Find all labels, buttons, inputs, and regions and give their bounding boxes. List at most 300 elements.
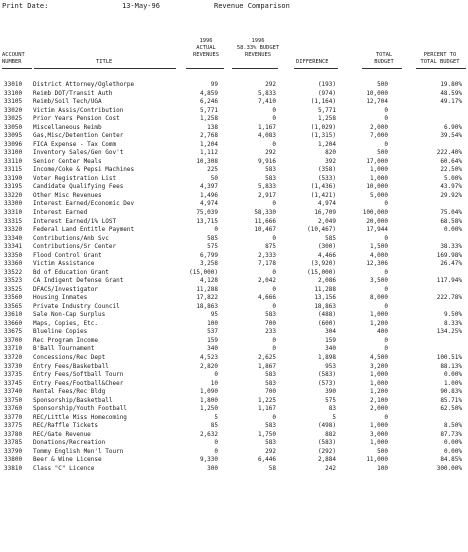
actual-revenue: 0 — [214, 447, 218, 455]
header-actual — [186, 38, 226, 59]
table-row — [0, 226, 468, 235]
percent-to-budget: 29.92% — [440, 191, 462, 199]
budget-revenue: 292 — [265, 447, 276, 455]
header-percent-line1: PERCENT TO — [423, 52, 457, 58]
actual-revenue: 0 — [214, 371, 218, 379]
difference: (974) — [317, 89, 336, 97]
table-row — [0, 81, 468, 90]
actual-revenue: 159 — [207, 336, 218, 344]
actual-revenue: 5 — [214, 413, 218, 421]
budget-revenue: 0 — [272, 345, 276, 353]
account-number: 33525 — [4, 285, 23, 293]
difference: 18,863 — [314, 302, 336, 310]
budget-revenue: 2,333 — [257, 251, 276, 259]
account-title: Gas,Misc/Detention Center — [33, 132, 124, 140]
table-row — [0, 363, 468, 372]
total-budget: 11,000 — [366, 456, 388, 464]
account-number: 33785 — [4, 439, 23, 447]
budget-revenue: 1,167 — [257, 123, 276, 131]
budget-revenue: 583 — [265, 166, 276, 174]
difference: (583) — [317, 439, 336, 447]
total-budget: 12,704 — [366, 98, 388, 106]
total-budget: 4,000 — [369, 251, 388, 259]
account-number: 33730 — [4, 362, 23, 370]
account-title: Entry Fees/Basketball — [33, 362, 109, 370]
table-row — [0, 243, 468, 252]
table-row — [0, 218, 468, 227]
table-row — [0, 388, 468, 397]
table-row — [0, 303, 468, 312]
account-title: Housing Inmates — [33, 294, 88, 302]
account-number: 33350 — [4, 251, 23, 259]
header-difference-underline — [294, 68, 338, 69]
table-row — [0, 141, 468, 150]
budget-revenue: 583 — [265, 422, 276, 430]
total-budget: 0 — [384, 268, 388, 276]
total-budget: 1,000 — [369, 439, 388, 447]
table-row — [0, 260, 468, 269]
difference: (193) — [317, 81, 336, 88]
total-budget: 0 — [384, 336, 388, 344]
percent-to-budget: 0.00% — [443, 226, 462, 234]
table-row — [0, 115, 468, 124]
budget-revenue: 233 — [265, 328, 276, 336]
difference: (10,467) — [307, 226, 336, 234]
actual-revenue: 537 — [207, 328, 218, 336]
budget-revenue: 1,225 — [257, 396, 276, 404]
actual-revenue: 6,246 — [199, 98, 218, 106]
actual-revenue: 0 — [214, 439, 218, 447]
budget-revenue: 0 — [272, 115, 276, 123]
account-title: Bd of Education Grant — [33, 268, 109, 276]
table-row — [0, 354, 468, 363]
actual-revenue: 340 — [207, 345, 218, 353]
account-title: REC/Little Miss Homecoming — [33, 413, 127, 421]
total-budget: 1,200 — [369, 388, 388, 396]
table-row — [0, 90, 468, 99]
percent-to-budget: 117.94% — [436, 277, 462, 285]
account-number: 33660 — [4, 319, 23, 327]
percent-to-budget: 222.78% — [436, 294, 462, 302]
difference: 585 — [325, 234, 336, 242]
table-row — [0, 422, 468, 431]
account-title: Private Industry Council — [33, 302, 120, 310]
account-number: 33315 — [4, 217, 23, 225]
difference: 5 — [332, 413, 336, 421]
account-title: Class "C" Licence — [33, 464, 95, 472]
budget-revenue: 5,833 — [257, 89, 276, 97]
header-account-line2: NUMBER — [2, 59, 22, 65]
total-budget: 1,000 — [369, 311, 388, 319]
table-row — [0, 286, 468, 295]
actual-revenue: 4,974 — [199, 200, 218, 208]
percent-to-budget: 100.51% — [436, 354, 462, 361]
actual-revenue: 6,799 — [199, 251, 218, 259]
header-actual-line1: 1996 — [199, 38, 213, 44]
account-number: 33110 — [4, 157, 23, 165]
difference: 304 — [325, 328, 336, 336]
table-row — [0, 414, 468, 423]
actual-revenue: 10 — [210, 379, 218, 387]
difference: 13,156 — [314, 294, 336, 302]
difference: 390 — [325, 388, 336, 396]
header-budget-underline — [232, 68, 278, 69]
total-budget: 20,000 — [366, 217, 388, 225]
account-number: 33700 — [4, 336, 23, 344]
account-number: 33020 — [4, 106, 23, 114]
difference: 2,086 — [317, 277, 336, 285]
budget-revenue: 2,625 — [257, 354, 276, 361]
table-row — [0, 277, 468, 286]
account-number: 33025 — [4, 115, 23, 123]
header-budget-line3: REVENUES — [245, 52, 271, 58]
table-row — [0, 328, 468, 337]
difference: 16,709 — [314, 208, 336, 216]
table-row — [0, 380, 468, 389]
percent-to-budget: 19.80% — [440, 81, 462, 88]
account-number: 33341 — [4, 243, 23, 251]
account-title: Interest Earned — [33, 208, 88, 216]
difference: (15,000) — [307, 268, 336, 276]
difference: (358) — [317, 166, 336, 174]
percent-to-budget: 49.17% — [440, 98, 462, 106]
header-percent-underline — [416, 68, 466, 69]
budget-revenue: 0 — [272, 234, 276, 242]
total-budget: 1,000 — [369, 371, 388, 379]
account-number: 33220 — [4, 191, 23, 199]
account-number: 33100 — [4, 89, 23, 97]
percent-to-budget: 0.00% — [443, 371, 462, 379]
actual-revenue: 0 — [214, 226, 218, 234]
header-account-line1: ACCOUNT — [2, 52, 25, 58]
actual-revenue: 225 — [207, 166, 218, 174]
actual-revenue: 95 — [210, 311, 218, 319]
account-title: Other Misc Revenues — [33, 191, 102, 199]
account-number: 33195 — [4, 183, 23, 191]
header-actual-line2: ACTUAL — [196, 45, 216, 51]
percent-to-budget: 84.85% — [440, 456, 462, 464]
percent-to-budget: 6.90% — [443, 123, 462, 131]
actual-revenue: 85 — [210, 422, 218, 430]
difference: (3,920) — [310, 260, 336, 268]
budget-revenue: 0 — [272, 302, 276, 310]
account-title: Entry Fees/Softball Tourn — [33, 371, 124, 379]
account-number: 33095 — [4, 132, 23, 140]
account-title: Entry Fees/Football&Cheer — [33, 379, 124, 387]
percent-to-budget: 8.50% — [443, 422, 462, 430]
total-budget: 1,000 — [369, 379, 388, 387]
percent-to-budget: 300.00% — [436, 464, 462, 472]
header-percent — [416, 52, 464, 66]
table-row — [0, 183, 468, 192]
budget-revenue: 700 — [265, 319, 276, 327]
account-number: 33745 — [4, 379, 23, 387]
budget-revenue: 2,917 — [257, 191, 276, 199]
header-total-line1: TOTAL — [375, 52, 393, 58]
account-number: 33790 — [4, 447, 23, 455]
budget-revenue: 6,446 — [257, 456, 276, 464]
account-number: 33750 — [4, 396, 23, 404]
total-budget: 4,500 — [369, 354, 388, 361]
budget-revenue: 0 — [272, 413, 276, 421]
account-title: Income/Coke & Pepsi Machines — [33, 166, 135, 174]
percent-to-budget: 222.40% — [436, 149, 462, 157]
actual-revenue: 50 — [210, 174, 218, 182]
header-title: TITLE — [96, 59, 113, 65]
budget-revenue: 0 — [272, 285, 276, 293]
percent-to-budget: 87.73% — [440, 430, 462, 438]
table-row — [0, 311, 468, 320]
actual-revenue: 138 — [207, 123, 218, 131]
account-title: Flood Control Grant — [33, 251, 102, 259]
actual-revenue: 17,822 — [196, 294, 218, 302]
table-row — [0, 158, 468, 167]
percent-to-budget: 85.71% — [440, 396, 462, 404]
account-number: 33522 — [4, 268, 23, 276]
account-title: Interest Earned/1% LOST — [33, 217, 117, 225]
difference: (1,164) — [310, 98, 336, 106]
header-account-underline — [2, 68, 32, 69]
difference: 392 — [325, 157, 336, 165]
account-title: B'Ball Tournament — [33, 345, 95, 353]
percent-to-budget: 22.50% — [440, 166, 462, 174]
difference: (1,315) — [310, 132, 336, 140]
difference: 575 — [325, 396, 336, 404]
total-budget: 0 — [384, 115, 388, 123]
account-number: 33710 — [4, 345, 23, 353]
actual-revenue: 1,496 — [199, 191, 218, 199]
account-title: Rec Program Income — [33, 336, 99, 344]
total-budget: 7,000 — [369, 132, 388, 140]
actual-revenue: 1,090 — [199, 388, 218, 396]
total-budget: 3,200 — [369, 362, 388, 370]
header-budget-line2: 58.33% BUDGET — [236, 45, 280, 51]
account-number: 33050 — [4, 123, 23, 131]
actual-revenue: 1,250 — [199, 405, 218, 413]
total-budget: 500 — [377, 81, 388, 88]
account-number: 33190 — [4, 174, 23, 182]
actual-revenue: 4,523 — [199, 354, 218, 361]
budget-revenue: 0 — [272, 200, 276, 208]
account-title: CA Indigent Defense Grant — [33, 277, 124, 285]
difference: 2,049 — [317, 217, 336, 225]
total-budget: 0 — [384, 302, 388, 310]
print-date: 13-May-96 — [122, 2, 160, 10]
difference: 5,771 — [317, 106, 336, 114]
account-number: 33300 — [4, 200, 23, 208]
total-budget: 100 — [377, 464, 388, 472]
total-budget: 0 — [384, 140, 388, 148]
total-budget: 3,500 — [369, 277, 388, 285]
account-title: Reimb/Soil Tech/UGA — [33, 98, 102, 106]
account-number: 33320 — [4, 226, 23, 234]
table-row — [0, 192, 468, 201]
report-title: Revenue Comparison — [214, 2, 290, 10]
account-title: Victim Assis/Contribution — [33, 106, 124, 114]
header-budget-line1: 1996 — [251, 38, 265, 44]
account-title: District Attorney/Oglethorpe — [33, 81, 135, 88]
actual-revenue: (15,000) — [189, 268, 218, 276]
budget-revenue: 1,750 — [257, 430, 276, 438]
budget-revenue: 875 — [265, 243, 276, 251]
header-difference: DIFFERENCE — [296, 59, 329, 65]
total-budget: 2,100 — [369, 396, 388, 404]
table-row — [0, 235, 468, 244]
header-total-underline — [362, 68, 402, 69]
header-percent-line2: TOTAL BUDGET — [420, 59, 460, 65]
percent-to-budget: 26.47% — [440, 260, 462, 268]
budget-revenue: 0 — [272, 336, 276, 344]
actual-revenue: 18,863 — [196, 302, 218, 310]
percent-to-budget: 5.00% — [443, 174, 462, 182]
account-number: 33800 — [4, 456, 23, 464]
account-title: REC/Gate Revenue — [33, 430, 91, 438]
table-row — [0, 397, 468, 406]
total-budget: 10,000 — [366, 183, 388, 191]
account-number: 33340 — [4, 234, 23, 242]
budget-revenue: 4,083 — [257, 132, 276, 140]
budget-revenue: 10,467 — [254, 226, 276, 234]
table-row — [0, 149, 468, 158]
difference: (583) — [317, 371, 336, 379]
budget-revenue: 1,867 — [257, 362, 276, 370]
percent-to-budget: 134.25% — [436, 328, 462, 336]
account-title: Concessions/Rec Dept — [33, 354, 106, 361]
difference: 1,204 — [317, 140, 336, 148]
difference: 83 — [328, 405, 336, 413]
table-row — [0, 439, 468, 448]
account-title: DFACS/Investigator — [33, 285, 99, 293]
budget-revenue: 583 — [265, 311, 276, 319]
budget-revenue: 9,916 — [257, 157, 276, 165]
account-title: Sale Non-Cap Surplus — [33, 311, 106, 319]
total-budget: 5,000 — [369, 191, 388, 199]
total-budget: 1,000 — [369, 422, 388, 430]
account-number: 33735 — [4, 371, 23, 379]
difference: 340 — [325, 345, 336, 353]
percent-to-budget: 1.00% — [443, 379, 462, 387]
percent-to-budget: 60.64% — [440, 157, 462, 165]
total-budget: 12,306 — [366, 260, 388, 268]
total-budget: 1,000 — [369, 174, 388, 182]
total-budget: 0 — [384, 234, 388, 242]
difference: 4,466 — [317, 251, 336, 259]
total-budget: 500 — [377, 447, 388, 455]
table-row — [0, 337, 468, 346]
table-row — [0, 405, 468, 414]
actual-revenue: 1,258 — [199, 115, 218, 123]
actual-revenue: 99 — [210, 81, 218, 88]
account-number: 33770 — [4, 413, 23, 421]
account-title: Interest Earned/Economic Dev — [33, 200, 135, 208]
total-budget: 2,000 — [369, 123, 388, 131]
percent-to-budget: 88.13% — [440, 362, 462, 370]
total-budget: 17,944 — [366, 226, 388, 234]
difference: 11,288 — [314, 285, 336, 293]
difference: (498) — [317, 422, 336, 430]
account-number: 33523 — [4, 277, 23, 285]
header-actual-line3: REVENUES — [193, 52, 219, 58]
actual-revenue: 2,632 — [199, 430, 218, 438]
table-row — [0, 465, 468, 474]
actual-revenue: 2,768 — [199, 132, 218, 140]
account-title: Beer & Wine License — [33, 456, 102, 464]
account-title: REC/Raffle Tickets — [33, 422, 99, 430]
account-title: Reimb DOT/Transit Auth — [33, 89, 113, 97]
account-title: Prior Years Pension Cost — [33, 115, 120, 123]
percent-to-budget: 0.00% — [443, 447, 462, 455]
actual-revenue: 1,112 — [199, 149, 218, 157]
actual-revenue: 1,800 — [199, 396, 218, 404]
total-budget: 2,000 — [369, 405, 388, 413]
budget-revenue: 292 — [265, 81, 276, 88]
difference: (600) — [317, 319, 336, 327]
difference: 159 — [325, 336, 336, 344]
actual-revenue: 575 — [207, 243, 218, 251]
percent-to-budget: 68.58% — [440, 217, 462, 225]
account-number: 33310 — [4, 208, 23, 216]
actual-revenue: 13,715 — [196, 217, 218, 225]
actual-revenue: 11,288 — [196, 285, 218, 293]
difference: 820 — [325, 149, 336, 157]
table-row — [0, 431, 468, 440]
header-budget — [228, 38, 288, 59]
account-number: 33780 — [4, 430, 23, 438]
table-row — [0, 107, 468, 116]
percent-to-budget: 90.83% — [440, 388, 462, 396]
account-title: Contributions/Sr Center — [33, 243, 117, 251]
table-row — [0, 320, 468, 329]
account-title: Miscellaneous Reimb — [33, 123, 102, 131]
actual-revenue: 100 — [207, 319, 218, 327]
header-account — [2, 52, 25, 66]
account-number: 33115 — [4, 166, 23, 174]
actual-revenue: 5,771 — [199, 106, 218, 114]
account-title: Blueline Copies — [33, 328, 88, 336]
actual-revenue: 585 — [207, 234, 218, 242]
budget-revenue: 583 — [265, 371, 276, 379]
table-row — [0, 166, 468, 175]
account-number: 33560 — [4, 294, 23, 302]
total-budget: 0 — [384, 345, 388, 353]
account-title: Donations/Recreation — [33, 439, 106, 447]
revenue-table — [0, 81, 468, 473]
account-title: Federal Land Entitle Payment — [33, 226, 135, 234]
account-number: 33810 — [4, 464, 23, 472]
difference: (1,421) — [310, 191, 336, 199]
percent-to-budget: 39.54% — [440, 132, 462, 140]
difference: (292) — [317, 447, 336, 455]
table-row — [0, 448, 468, 457]
budget-revenue: 7,178 — [257, 260, 276, 268]
difference: (1,029) — [310, 123, 336, 131]
difference: 882 — [325, 430, 336, 438]
total-budget: 0 — [384, 106, 388, 114]
budget-revenue: 583 — [265, 174, 276, 182]
total-budget: 0 — [384, 200, 388, 208]
table-row — [0, 175, 468, 184]
header-total — [364, 52, 404, 66]
table-row — [0, 200, 468, 209]
budget-revenue: 2,042 — [257, 277, 276, 285]
difference: 1,898 — [317, 354, 336, 361]
budget-revenue: 58,330 — [254, 208, 276, 216]
account-title: Tommy English Men'l Tourn — [33, 447, 124, 455]
percent-to-budget: 48.59% — [440, 89, 462, 97]
account-title: Rental Fees/Rec Bldg — [33, 388, 106, 396]
account-number: 33360 — [4, 260, 23, 268]
percent-to-budget: 9.50% — [443, 311, 462, 319]
